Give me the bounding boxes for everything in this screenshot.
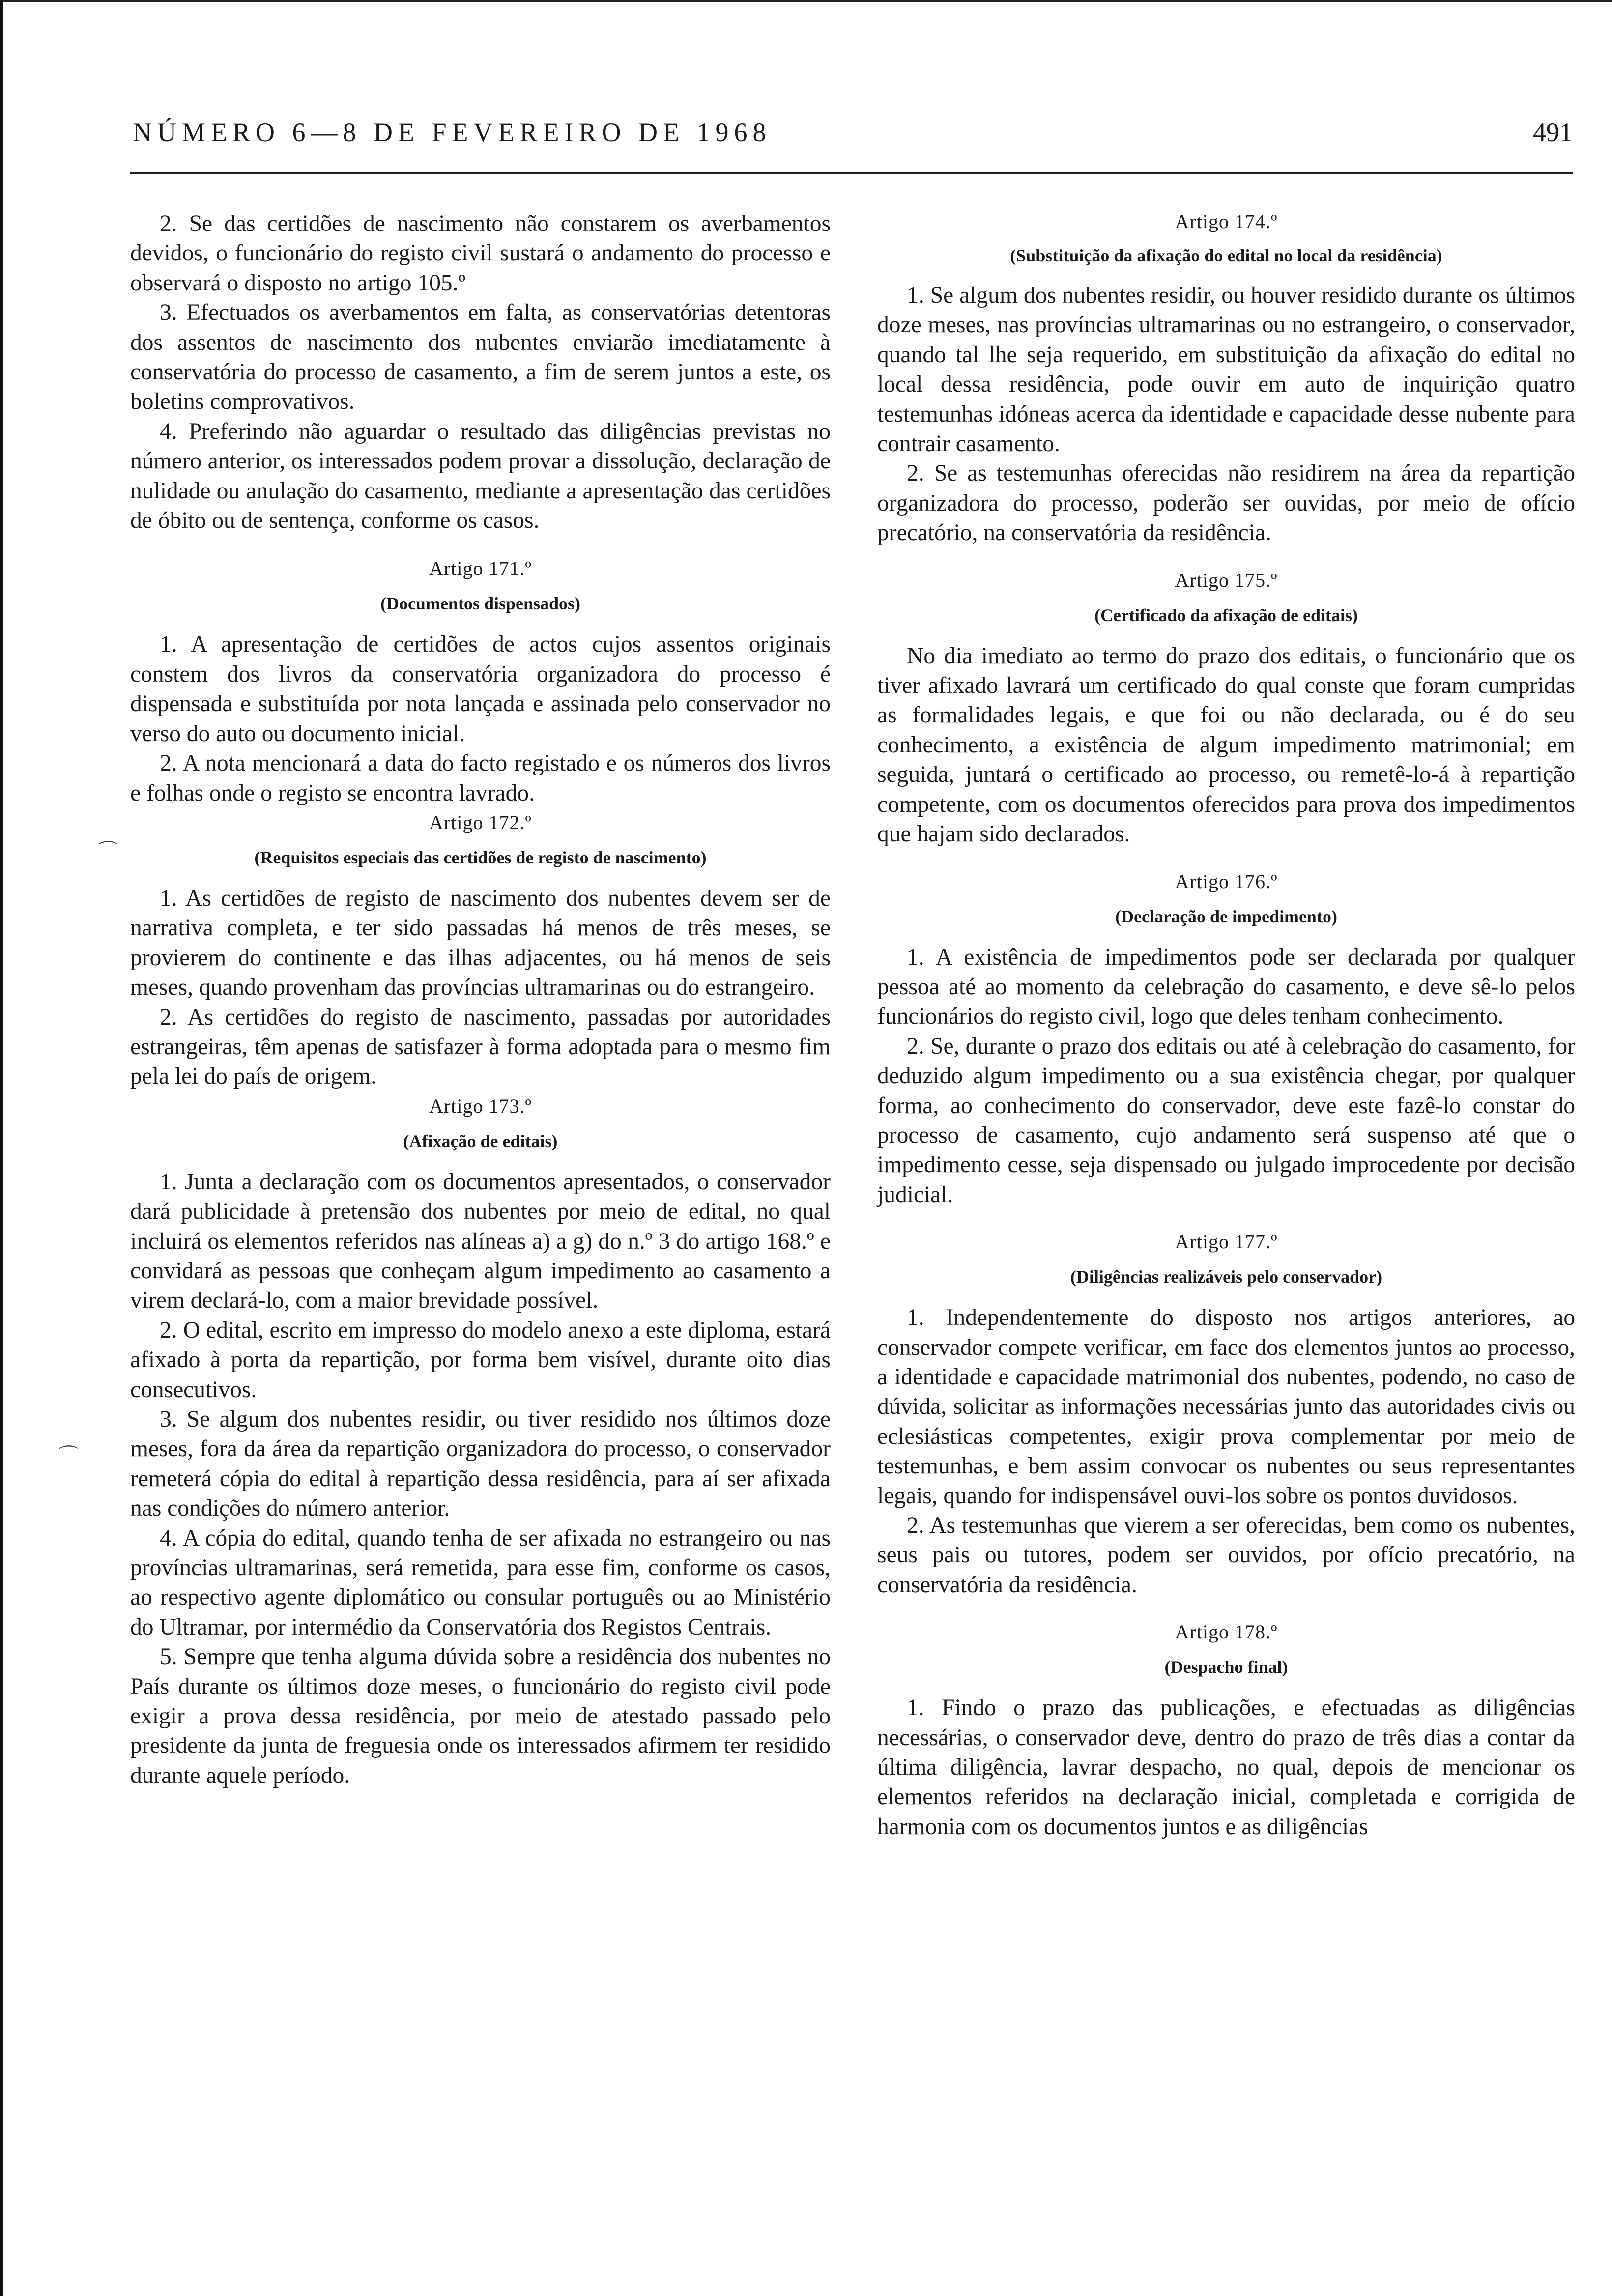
article-title: (Substituição da afixação do edital no local da residência) bbox=[1010, 246, 1442, 265]
paragraph: 5. Sempre que tenha alguma dúvida sobre a residência dos nubentes no País durante os últimos doze meses, o funcionário do registo civil pode exigir a prova dessa residência, por meio de atestado passado pelo presidente da junta de freguesia onde os interessados afirmem ter residido durante aquele período. bbox=[130, 1644, 831, 1788]
article-title: (Documentos dispensados) bbox=[380, 594, 581, 614]
paragraph: 2. Se das certidões de nascimento não constarem os averbamentos devidos, o funcionário do registo civil sustará o andamento do processo e observará o disposto no artigo 105.º bbox=[130, 211, 831, 296]
paragraph: 1. Independentemente do disposto nos artigos anteriores, ao conservador compete verificar, em face dos elementos juntos ao processo, a identidade e capacidade matrimonial dos nubentes, podendo, no caso de dúvida, solicitar as informações necessárias junto das autoridades civis ou eclesiásticas competentes, exigir prova complementar por meio de testemunhas, e bem assim convocar os nubentes ou seus representantes legais, quando for indispensável ouvi-los sobre os pontos duvidosos. bbox=[877, 1305, 1575, 1509]
article-number: Artigo 177.º bbox=[1175, 1231, 1278, 1253]
article-number: Artigo 176.º bbox=[1175, 870, 1278, 892]
article-title: (Despacho final) bbox=[1164, 1657, 1288, 1677]
paragraph: 4. Preferindo não aguardar o resultado das diligências previstas no número anterior, os interessados podem provar a dissolução, declaração de nulidade ou anulação do casamento, mediante a apresentação das certidões de óbito ou de sentença, conforme os casos. bbox=[130, 418, 831, 534]
article-number: Artigo 174.º bbox=[1175, 210, 1278, 232]
article-title: (Diligências realizáveis pelo conservador) bbox=[1070, 1267, 1382, 1287]
page-header bbox=[133, 117, 1573, 156]
article-title: (Declaração de impedimento) bbox=[1115, 906, 1337, 926]
paragraph: 1. Se algum dos nubentes residir, ou houver residido durante os últimos doze meses, nas províncias ultramarinas ou no estrangeiro, o conservador, quando tal lhe seja requerido, em substituição da afixação do edital no local dessa residência, pode ouvir em auto de inquirição quatro testemunhas idóneas acerca da identidade e capacidade desse nubente para contrair casamento. bbox=[877, 283, 1575, 457]
paragraph: 4. A cópia do edital, quando tenha de ser afixada no estrangeiro ou nas províncias ultramarinas, será remetida, para esse fim, conforme os casos, ao respectivo agente diplomático ou consular português ou ao Ministério do Ultramar, por intermédio da Conservatória dos Registos Centrais. bbox=[130, 1525, 831, 1640]
article-number: Artigo 178.º bbox=[1175, 1621, 1278, 1643]
right-column bbox=[877, 209, 1575, 1841]
paragraph: 1. A existência de impedimentos pode ser declarada por qualquer pessoa até ao momento da celebração do casamento, e deve sê-lo pelos funcionários do registo civil, logo que deles tenham conhecimento. bbox=[877, 944, 1575, 1030]
left-margin-border bbox=[0, 0, 3, 2296]
paragraph: 3. Efectuados os averbamentos em falta, as conservatórias detentoras dos assentos de nascimento dos nubentes enviarão imediatamente à conservatória do processo de casamento, a fim de serem juntos a este, os boletins comprovativos. bbox=[130, 300, 831, 415]
paragraph: 2. A nota mencionará a data do facto registado e os números dos livros e folhas onde o registo se encontra lavrado. bbox=[130, 750, 831, 806]
article-title: (Requisitos especiais das certidões de registo de nascimento) bbox=[254, 847, 707, 867]
article-number: Artigo 173.º bbox=[429, 1094, 532, 1117]
paragraph: 1. Findo o prazo das publicações, e efectuadas as diligências necessárias, o conservador deve, dentro do prazo de três dias a contar da última diligência, lavrar despacho, no qual, depois de mencionar os elementos referidos na declaração inicial, completada e corrigida de harmonia com os documentos juntos e as diligências bbox=[877, 1695, 1575, 1839]
paragraph: 2. As certidões do registo de nascimento, passadas por autoridades estrangeiras, têm apenas de satisfazer à forma adoptada para o mesmo fim pela lei do país de origem. bbox=[130, 1004, 831, 1090]
article-number: Artigo 175.º bbox=[1175, 569, 1278, 591]
left-column bbox=[130, 209, 831, 1790]
paragraph: 1. A apresentação de certidões de actos cujos assentos originais constem dos livros da conservatória organizadora do processo é dispensada e substituída por nota lançada e assinada pelo conservador no verso do auto ou documento inicial. bbox=[130, 631, 831, 746]
paragraph: 1. As certidões de registo de nascimento dos nubentes devem ser de narrativa completa, e ter sido passadas há menos de três meses, se provierem do continente e das ilhas adjacentes, ou há menos de seis meses, quando provenham das províncias ultramarinas ou do estrangeiro. bbox=[130, 885, 831, 1001]
margin-pencil-mark: ⌒ bbox=[98, 840, 118, 862]
issue-title: NÚMERO 6—8 DE FEVEREIRO DE 1968 bbox=[133, 117, 772, 147]
paragraph: 2. As testemunhas que vierem a ser oferecidas, bem como os nubentes, seus pais ou tutores, podem ser ouvidos, por ofício precatório, na conservatória da residência. bbox=[877, 1513, 1575, 1598]
paragraph: 3. Se algum dos nubentes residir, ou tiver residido nos últimos doze meses, fora da área da repartição organizadora do processo, o conservador remeterá cópia do edital à repartição dessa residência, para aí ser afixada nas condições do número anterior. bbox=[130, 1406, 831, 1521]
header-rule bbox=[130, 172, 1573, 174]
paragraph: 2. Se, durante o prazo dos editais ou até à celebração do casamento, for deduzido algum impedimento ou a sua existência chegar, por qualquer forma, ao conhecimento do conservador, deve este fazê-lo constar do processo de casamento, cujo andamento será suspenso até que o impedimento cesse, seja dispensado ou julgado improcedente por decisão judicial. bbox=[877, 1033, 1575, 1207]
article-title: (Certificado da afixação de editais) bbox=[1094, 605, 1358, 625]
top-border bbox=[0, 0, 1612, 2]
paragraph: 1. Junta a declaração com os documentos apresentados, o conservador dará publicidade à pretensão dos nubentes por meio de edital, no qual incluirá os elementos referidos nas alíneas a) a g) do n.º 3 do artigo 168.º e convidará as pessoas que conheçam algum impedimento ao casamento a virem declará-lo, com a maior brevidade possível. bbox=[130, 1169, 831, 1314]
paragraph: No dia imediato ao termo do prazo dos editais, o funcionário que os tiver afixado lavrará um certificado do qual conste que foram cumpridas as formalidades legais, e que foi ou não declarada, ou é do seu conhecimento, a existência de algum impedimento matrimonial; em seguida, juntará o certificado ao processo, ou remetê-lo-á à repartição competente, com os documentos oferecidos para prova dos impedimentos que hajam sido declarados. bbox=[877, 643, 1575, 847]
article-number: Artigo 172.º bbox=[429, 811, 532, 833]
paragraph: 2. Se as testemunhas oferecidas não residirem na área da repartição organizadora do processo, poderão ser ouvidas, por meio de ofício precatório, na conservatória da residência. bbox=[877, 460, 1575, 546]
article-number: Artigo 171.º bbox=[429, 557, 532, 580]
page-number: 491 bbox=[1533, 117, 1573, 147]
article-title: (Afixação de editais) bbox=[403, 1131, 558, 1151]
paragraph: 2. O edital, escrito em impresso do modelo anexo a este diploma, estará afixado à porta da repartição, por forma bem visível, durante oito dias consecutivos. bbox=[130, 1317, 831, 1403]
margin-pencil-mark: ⌒ bbox=[59, 1444, 79, 1467]
